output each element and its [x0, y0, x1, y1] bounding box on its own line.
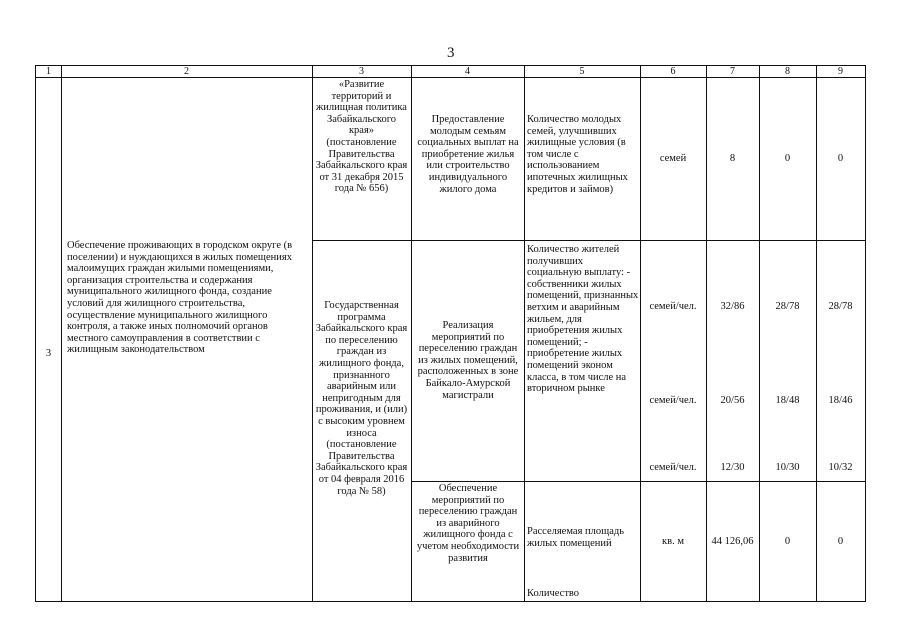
col-header-1: 1	[46, 66, 51, 77]
col-header-6: 6	[670, 66, 676, 77]
program2-value8-b: 0	[784, 536, 791, 547]
col-header-3: 3	[359, 66, 364, 77]
program2-indicator-a: Количество жителей получивших социальную выплату: - собственники жилых помещений, признанных ветхим и аварийным жильем, для приобретения жилых помещений; - приобретение жилых помещений эконом класса, в том числе на вторичном рынке	[527, 244, 639, 395]
program1-name: «Развитие территорий и жилищная политика Забайкальского края» (постановление Правительства Забайкальского края от 31 декабря 2015 года № 656)	[315, 79, 408, 195]
program1-activity: Предоставление молодым семьям социальных выплат на приобретение жилья или строительство индивидуального жилого дома	[417, 114, 519, 195]
program2-value8-row1: 28/78	[775, 301, 800, 312]
program2-value9-row2: 18/46	[828, 395, 853, 406]
program2-unit-b: кв. м	[662, 536, 684, 547]
program1-value-7: 8	[729, 153, 736, 164]
program2-name: Государственная программа Забайкальского края по переселению граждан из жилищного фонда, признанного аварийным или непригодным для проживания, и (или) с высоким уровнем износа (постановление Правительства Забайкальского края от 04 февраля 2016 года № 58)	[315, 300, 408, 497]
program2-value8-row2: 18/48	[775, 395, 800, 406]
program2-unit-row3: семей/чел.	[649, 462, 697, 473]
program1-value-9: 0	[837, 153, 844, 164]
program2-value7-b: 44 126,06	[711, 536, 754, 547]
program2-indicator-b2: Количество	[527, 588, 580, 599]
page-number: 3	[447, 45, 455, 61]
col-header-5: 5	[579, 66, 585, 77]
data-table	[35, 65, 866, 602]
col-header-9: 9	[838, 66, 843, 77]
program2-value9-b: 0	[837, 536, 844, 547]
program1-value-8: 0	[784, 153, 791, 164]
col-header-2: 2	[184, 66, 189, 77]
program2-activity-a: Реализация мероприятий по переселению граждан из жилых помещений, расположенных в зоне Байкало-Амурской магистрали	[417, 320, 519, 401]
row-number: 3	[45, 348, 52, 359]
row-description: Обеспечение проживающих в городском округе (в поселении) и нуждающихся в жилых помещениях малоимущих граждан жилыми помещениями, организация строительства и содержания муниципального жилищного фонда, создание условий для жилищного строительства, осуществление муниципального жилищного контроля, а также иных полномочий органов местного самоуправления в соответствии с жилищным законодательством	[67, 240, 293, 356]
program2-value9-row3: 10/32	[828, 462, 853, 473]
program1-unit: семей	[659, 153, 687, 164]
program2-value7-row1: 32/86	[720, 301, 745, 312]
col-header-7: 7	[730, 66, 735, 77]
program2-value7-row3: 12/30	[720, 462, 745, 473]
program2-unit-row1: семей/чел.	[649, 301, 697, 312]
program2-activity-b: Обеспечение мероприятий по переселению граждан из аварийного жилищного фонда с учетом необходимости развития	[416, 483, 520, 564]
program2-indicator-b: Расселяемая площадь жилых помещений	[527, 526, 625, 549]
program2-value9-row1: 28/78	[828, 301, 853, 312]
col-header-8: 8	[785, 66, 790, 77]
program2-value7-row2: 20/56	[720, 395, 745, 406]
col-header-4: 4	[465, 66, 470, 77]
program1-indicator: Количество молодых семей, улучшивших жилищные условия (в том числе с использованием ипотечных жилищных кредитов и займов)	[527, 114, 628, 195]
program2-unit-row2: семей/чел.	[649, 395, 697, 406]
program2-value8-row3: 10/30	[775, 462, 800, 473]
